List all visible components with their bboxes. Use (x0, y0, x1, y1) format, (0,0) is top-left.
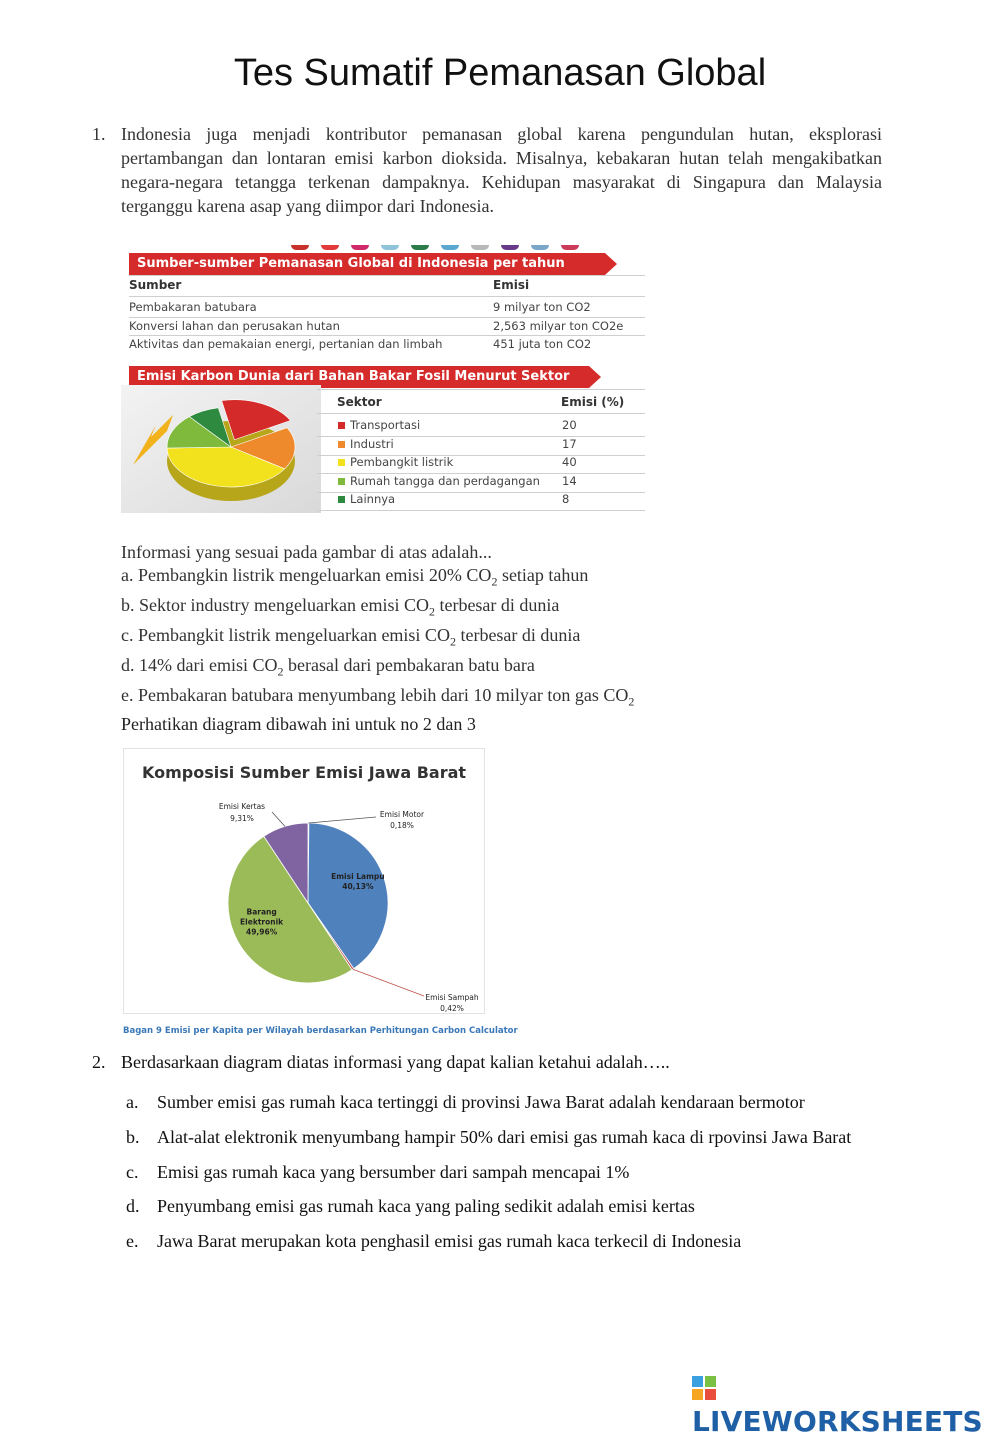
sector-value: 14 (562, 473, 577, 488)
question-1-option: e. Pembakaran batubara menyumbang lebih dari 10 milyar ton gas $CO_2$ (121, 685, 635, 709)
pct-emisi-lampu: 40,13% (342, 881, 374, 891)
chart-title: Komposisi Sumber Emisi Jawa Barat (141, 763, 467, 782)
sector-legend-swatch (338, 422, 345, 429)
table1-row-3-emission: 451 juta ton CO2 (493, 337, 592, 351)
question-1-option: d. 14% dari emisi $CO_2$ berasal dari pembakaran batu bara (121, 655, 535, 679)
question-1-option: b. Sektor industry mengeluarkan emisi $CO_2$ terbesar di dunia (121, 595, 560, 619)
decorative-dots (291, 235, 591, 243)
table2-header-sector: Sektor (337, 395, 382, 409)
chart-caption: Bagan 9 Emisi per Kapita per Wilayah berdasarkan Perhitungan Carbon Calculator (123, 1026, 518, 1036)
table1-row-3-source: Aktivitas dan pemakaian energi, pertanian dan limbah (129, 337, 443, 351)
question-2-option: a. Sumber emisi gas rumah kaca tertinggi di provinsi Jawa Barat adalah kendaraan bermotor (126, 1092, 805, 1112)
sector-legend-swatch (338, 441, 345, 448)
question-2-text: Berdasarkaan diagram diatas informasi yang dapat kalian ketahui adalah….. (121, 1052, 670, 1072)
question-1-text: Indonesia juga menjadi kontributor pemanasan global karena pengundulan hutan, eksplorasi pertambangan dan lontaran emisi karbon dioksida. Misalnya, kebakaran hutan telah mengakibatkan negara-negara tetangga terkenan dampaknya. Kehidupan masyarakat di Singapura dan Malaysia terganggu karena asap yang diimpor dari Indonesia. (121, 124, 882, 216)
sector-legend-swatch (338, 496, 345, 503)
table1-header-source: Sumber (129, 278, 182, 292)
leader-line (308, 817, 376, 823)
label-emisi-sampah: Emisi Sampah (425, 993, 479, 1002)
label-emisi-lampu: Emisi Lampu (331, 871, 385, 881)
table2-header-emission: Emisi (%) (561, 395, 625, 409)
question-1-option: a. Pembangkin listrik mengeluarkan emisi 20% $CO_2$ setiap tahun (121, 565, 589, 589)
emission-chart-image (123, 748, 485, 1014)
sector-value: 17 (562, 436, 577, 451)
sector-label: Transportasi (350, 418, 421, 432)
sector-value: 40 (562, 455, 577, 470)
banner-sources: Sumber-sumber Pemanasan Global di Indonesia per tahun (129, 253, 605, 275)
sector-legend-swatch (338, 478, 345, 485)
leader-line (272, 812, 285, 826)
sector-value: 20 (562, 418, 577, 432)
question-1-number: 1. (92, 124, 106, 144)
question-2-option: d. Penyumbang emisi gas rumah kaca yang paling sedikit adalah emisi kertas (126, 1196, 695, 1217)
pct-emisi-motor: 0,18% (390, 821, 414, 830)
label-emisi-motor: Emisi Motor (379, 810, 425, 819)
logo-mark-icon (692, 1376, 716, 1400)
question-1-prompt: Informasi yang sesuai pada gambar di atas adalah... (121, 542, 492, 562)
leader-line (353, 969, 424, 996)
question-2 (92, 1052, 892, 1076)
table1-header-emission: Emisi (493, 278, 530, 292)
question-2-options (126, 1085, 886, 1259)
question-2-number: 2. (92, 1052, 106, 1072)
infographic-image (121, 235, 645, 513)
liveworksheets-logo (692, 1372, 1000, 1438)
table1-row-2-source: Konversi lahan dan perusakan hutan (129, 319, 340, 333)
sector-legend-swatch (338, 459, 345, 466)
label-emisi-kertas: Emisi Kertas (218, 802, 266, 811)
question-2-option: b. Alat-alat elektronik menyumbang hampir 50% dari emisi gas rumah kaca di rpovinsi Jawa Barat (126, 1126, 852, 1147)
worksheet-title: Tes Sumatif Pemanasan Global (233, 52, 767, 94)
emission-pie-chart (124, 749, 484, 1013)
sector-label: Industri (350, 436, 394, 451)
question-1-options (121, 541, 634, 714)
pct-emisi-kertas: 9,31% (230, 814, 254, 823)
table1-row-1-source: Pembakaran batubara (129, 300, 257, 314)
question-2-option: c. Emisi gas rumah kaca yang bersumber dari sampah mencapai 1% (126, 1161, 630, 1182)
sector-label: Pembangkit listrik (350, 455, 454, 470)
pct-emisi-sampah: 0,42% (440, 1004, 464, 1013)
logo-text: LIVEWORKSHEETS (692, 1405, 983, 1438)
sector-label: Lainnya (350, 492, 396, 507)
table1-row-1-emission: 9 milyar ton CO2 (493, 300, 591, 314)
pct-barang-elektronik: 49,96% (245, 927, 278, 937)
sector-pie-graphic (121, 385, 321, 513)
label-barang-elektronik-1: Barang (246, 907, 277, 917)
question-2-option: e. Jawa Barat merupakan kota penghasil emisi gas rumah kaca terkecil di Indonesia (126, 1231, 742, 1252)
question-1-option: c. Pembangkit listrik mengeluarkan emisi $CO_2$ terbesar di dunia (121, 625, 581, 649)
sector-label: Rumah tangga dan perdagangan (350, 473, 540, 488)
sector-value: 8 (562, 492, 570, 507)
question-1 (92, 122, 882, 218)
label-barang-elektronik-2: Elektronik (240, 917, 284, 927)
chart-instruction: Perhatikan diagram dibawah ini untuk no 2 dan 3 (121, 714, 476, 734)
banner-sectors: Emisi Karbon Dunia dari Bahan Bakar Fosil Menurut Sektor (129, 366, 589, 388)
table1-row-2-emission: 2,563 milyar ton CO2e (493, 319, 624, 333)
